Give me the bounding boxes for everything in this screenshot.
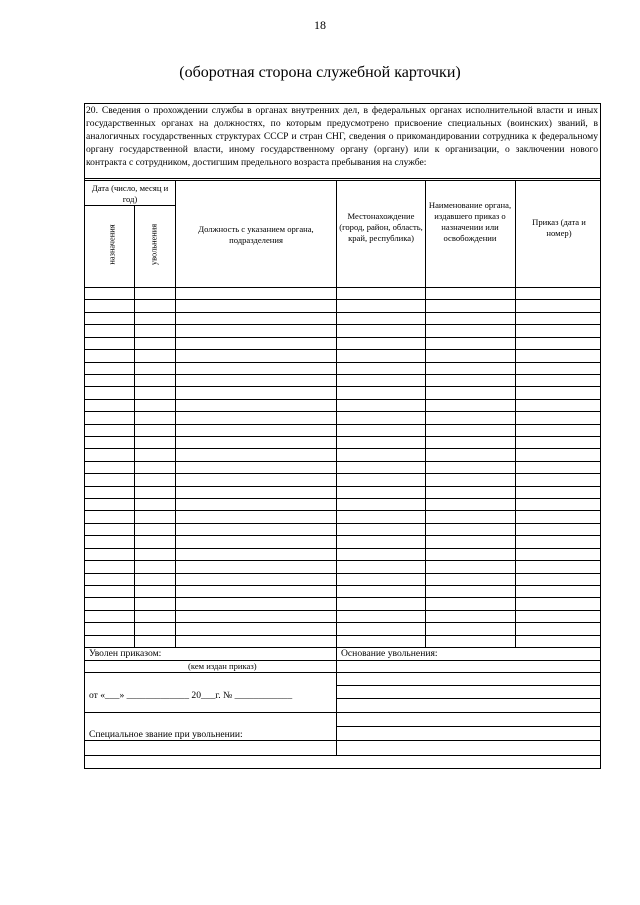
table-row — [85, 523, 600, 524]
date-column-header: Дата (число, месяц и год) — [91, 183, 169, 204]
date-line-rule — [85, 712, 336, 713]
basis-line-4 — [336, 698, 600, 699]
table-row — [85, 597, 600, 598]
issuer-column-header: Наименование органа, издавшего приказ о назначении или освобождении — [428, 200, 512, 243]
order-date-line: от «___» _____________ 20___г. № ____________ — [89, 690, 293, 701]
basis-line-3 — [336, 685, 600, 686]
footer-divider — [336, 647, 337, 755]
table-row — [85, 399, 600, 400]
table-row — [85, 299, 600, 300]
table-top-rule — [85, 180, 600, 181]
issued-by-hint: (кем издан приказ) — [188, 661, 257, 671]
table-row — [85, 386, 600, 387]
table-row — [85, 498, 600, 499]
special-rank-line — [85, 740, 336, 741]
basis-line-6 — [336, 726, 600, 727]
table-row — [85, 461, 600, 462]
location-column-header: Местонахождение (город, район, область, край, республика) — [339, 211, 423, 243]
table-row — [85, 635, 600, 636]
table-row — [85, 337, 600, 338]
table-row — [85, 411, 600, 412]
table-row — [85, 560, 600, 561]
table-row — [85, 349, 600, 350]
section-20-intro: 20. Сведения о прохождении службы в органах внутренних дел, в федеральных органах исполнительной власти и иных государственных органах на должностях, по которым предусмотрено присвоение специальных (воинских) званий, в аналогичных государственных структурах СССР и стран СНГ, сведения о прикомандировании сотрудника к федеральному органу государственной власти, иному государственному органу (органу) или к организации, о заключении нового контракта с сотрудником, достигшим предельного возраста пребывания на службе: — [86, 105, 598, 168]
table-row — [85, 510, 600, 511]
appointment-column-header: назначения — [107, 224, 117, 265]
table-row — [85, 473, 600, 474]
issuer-line — [85, 672, 336, 673]
table-row — [85, 622, 600, 623]
table-row — [85, 585, 600, 586]
table-row — [85, 324, 600, 325]
basis-line-1 — [336, 660, 600, 661]
order-column-header: Приказ (дата и номер) — [532, 217, 586, 238]
table-row — [85, 374, 600, 375]
record-rows — [85, 287, 600, 647]
footer-bottom-rule — [85, 755, 600, 756]
dismissal-column-header: увольнения — [149, 223, 159, 266]
basis-line-5 — [336, 712, 600, 713]
dismissed-by-order-label: Уволен приказом: — [89, 648, 162, 659]
table-row — [85, 535, 600, 536]
table-row — [85, 610, 600, 611]
table-row — [85, 312, 600, 313]
page-title: (оборотная сторона служебной карточки) — [179, 64, 461, 81]
table-row — [85, 362, 600, 363]
basis-line-7 — [336, 740, 600, 741]
table-row — [85, 486, 600, 487]
date-header-rule — [85, 205, 175, 206]
intro-divider — [85, 178, 600, 179]
table-row — [85, 548, 600, 549]
basis-line-2 — [336, 672, 600, 673]
table-row — [85, 448, 600, 449]
position-column-header: Должность с указанием органа, подразделения — [198, 224, 314, 245]
table-row — [85, 436, 600, 437]
page-number: 18 — [314, 18, 326, 32]
special-rank-label: Специальное звание при увольнении: — [89, 729, 243, 740]
dismissal-basis-label: Основание увольнения: — [341, 648, 438, 659]
table-row — [85, 573, 600, 574]
table-row — [85, 424, 600, 425]
